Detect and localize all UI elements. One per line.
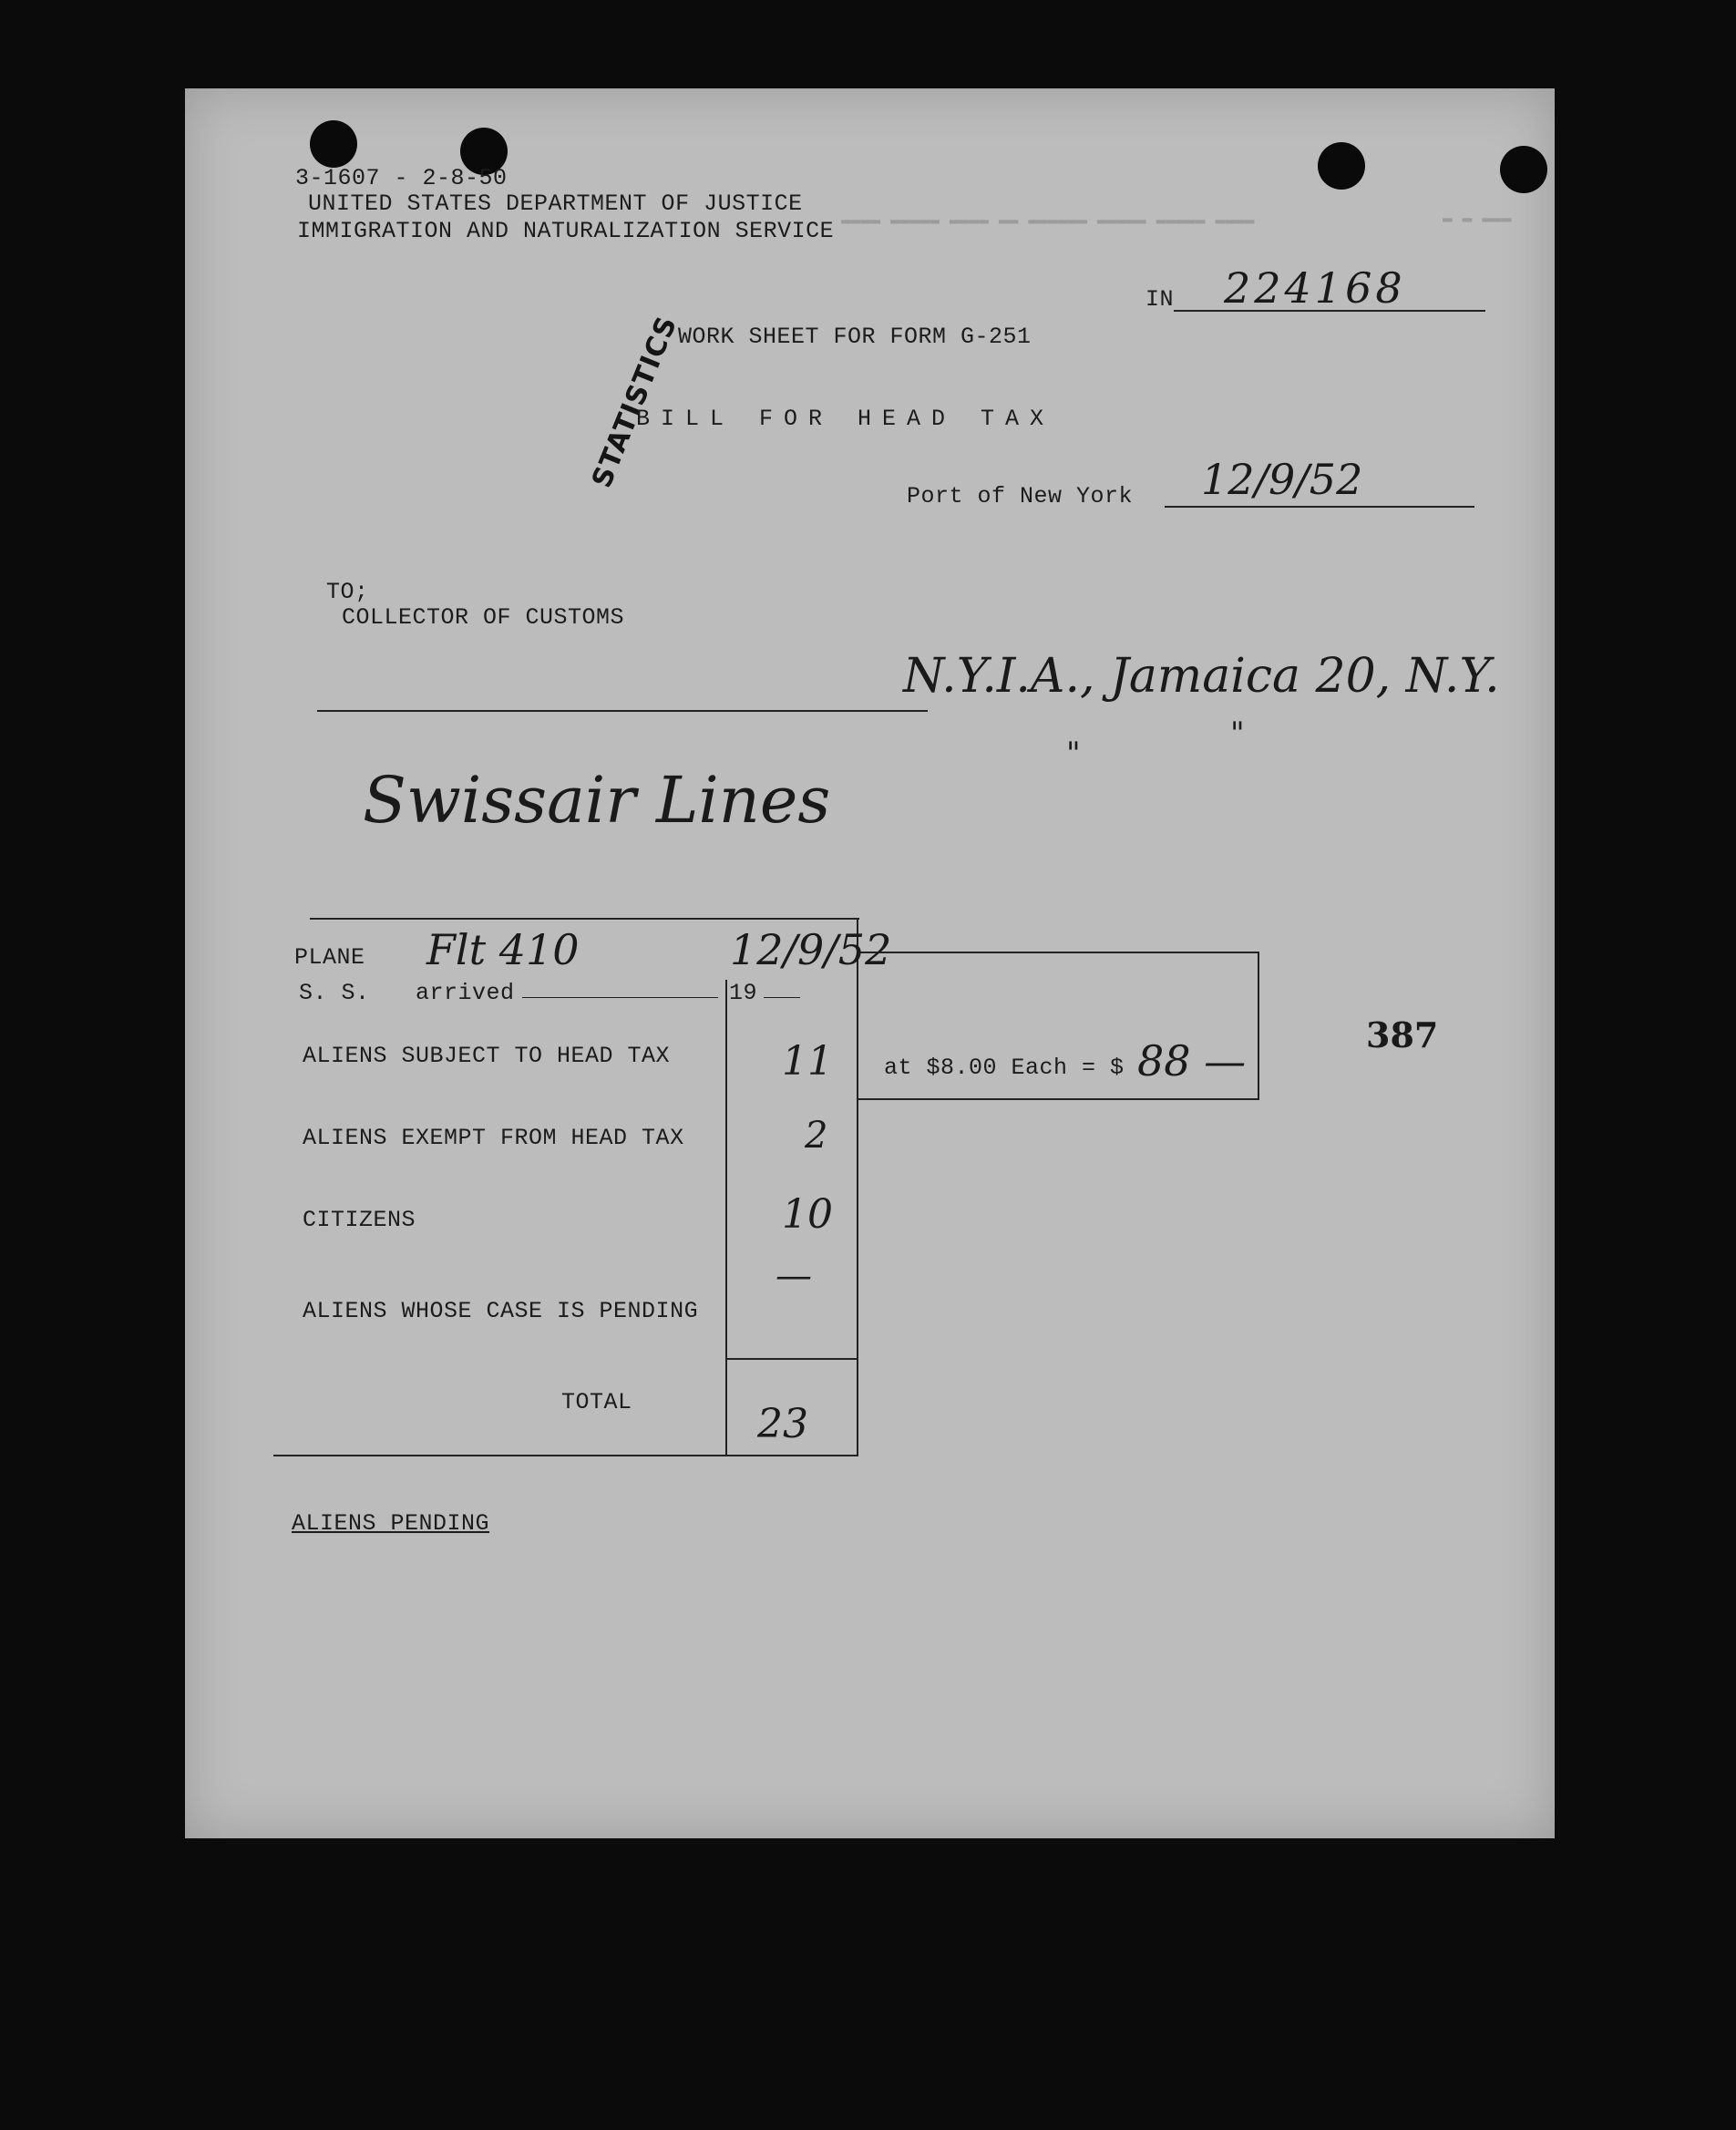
total-value: 23 <box>757 1401 808 1447</box>
row-label-exempt: ALIENS EXEMPT FROM HEAD TAX <box>303 1125 684 1151</box>
arrived-underline <box>522 997 718 998</box>
rate-text: at $8.00 Each = $ <box>884 1055 1125 1081</box>
row-label-citizens: CITIZENS <box>303 1207 416 1233</box>
ditto-mark: " <box>1230 715 1245 752</box>
row-label-subject: ALIENS SUBJECT TO HEAD TAX <box>303 1043 671 1069</box>
box-number: 387 <box>1366 1014 1439 1055</box>
port-date: 12/9/52 <box>1201 455 1363 504</box>
to-label: TO; <box>326 579 369 605</box>
service-name: IMMIGRATION AND NATURALIZATION SERVICE <box>297 218 835 244</box>
punch-hole <box>310 120 357 168</box>
port-label: Port of New York <box>907 483 1134 509</box>
row-value-pending: — <box>776 1255 812 1297</box>
department-name: UNITED STATES DEPARTMENT OF JUSTICE <box>308 190 803 217</box>
in-number: 224168 <box>1224 263 1406 313</box>
document-page <box>185 88 1555 1838</box>
aliens-pending-label: ALIENS PENDING <box>292 1510 490 1537</box>
row-value-citizens: 10 <box>782 1191 833 1238</box>
plane-date: 12/9/52 <box>730 925 892 974</box>
row-value-exempt: 2 <box>805 1115 828 1157</box>
rate-box-top <box>857 952 1259 953</box>
airline-handwritten: Swissair Lines <box>363 763 831 838</box>
statistics-stamp: STATISTICS <box>586 311 684 493</box>
port-date-underline <box>1165 506 1474 508</box>
table-bottom-rule <box>273 1455 858 1456</box>
total-label: TOTAL <box>561 1389 632 1415</box>
year-underline <box>764 997 800 998</box>
punch-hole <box>1318 142 1365 190</box>
plane-value: Flt 410 <box>426 925 580 974</box>
bleed-through-text: ▬ ▬ ▬▬▬ <box>1443 210 1512 228</box>
plane-label: PLANE <box>294 944 365 971</box>
in-label: IN <box>1145 286 1175 313</box>
table-top-rule <box>310 918 859 920</box>
worksheet-title: WORK SHEET FOR FORM G-251 <box>678 324 1032 350</box>
bill-title: BILL FOR HEAD TAX <box>636 406 1055 432</box>
address-underline <box>317 710 928 712</box>
punch-hole <box>1500 146 1547 193</box>
table-divider <box>725 980 727 1456</box>
year-prefix: 19 <box>729 980 758 1006</box>
total-rule <box>725 1358 858 1360</box>
ditto-mark: " <box>1066 736 1081 772</box>
bleed-through-text: ▬▬▬▬ ▬▬▬▬▬ ▬▬▬▬ ▬▬ ▬▬▬▬▬▬ ▬▬▬▬▬ ▬▬▬▬▬ ▬▬▬▬ <box>841 211 1255 230</box>
rate-box-bottom <box>857 1098 1259 1100</box>
arrived-label: arrived <box>416 980 515 1006</box>
rate-amount: 88 — <box>1137 1036 1247 1086</box>
table-right-border <box>857 918 858 1456</box>
row-label-pending: ALIENS WHOSE CASE IS PENDING <box>303 1298 699 1324</box>
form-code: 3-1607 - 2-8-50 <box>295 165 508 191</box>
rate-box-right <box>1258 952 1259 1100</box>
location-handwritten: N.Y.I.A., Jamaica 20, N.Y. <box>903 649 1500 704</box>
row-value-subject: 11 <box>782 1038 833 1085</box>
ss-label: S. S. <box>299 980 370 1006</box>
to-recipient: COLLECTOR OF CUSTOMS <box>342 604 625 631</box>
